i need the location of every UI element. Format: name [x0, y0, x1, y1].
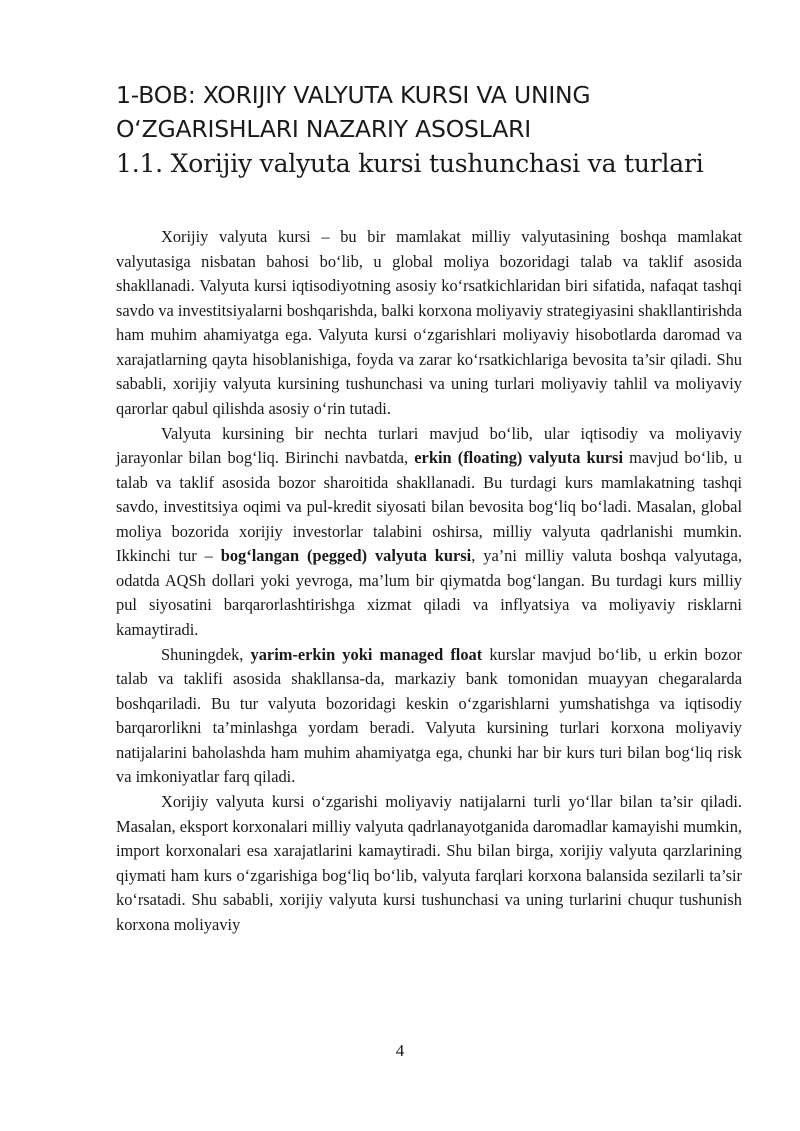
- text-run: Valyuta kursining bir nechta turlari mavjud bo‘lib, ular iqtisodiy va moliyaviy jarayonlar bilan bog‘liq. Birinchi navbatda,: [116, 423, 742, 467]
- text-run: Shuningdek,: [161, 644, 251, 664]
- text-run: mavjud bo‘lib, u talab va taklif asosida bozor sharoitida shakllanadi. Bu turdagi kurs mamlakatning tashqi savdo, investitsiya oqimi va pul-kredit siyosati bilan bevosita bog‘liq bo‘ladi. Masalan, global moliya bozorida xorijiy investorlar talabini oshirsa, milliy valyuta qadrlanishi mumkin. Ikkinchi tur –: [116, 448, 742, 565]
- chapter-title-line-1: 1-BOB: XORIJIY VALYUTA KURSI VA UNING: [116, 81, 591, 109]
- text-run: , ya’ni milliy valuta boshqa valyutaga, odatda AQSh dollari yoki yevroga, ma’lum bir qiymatda bog‘langan. Bu turdagi kurs milliy pul siyosatini barqarorlashtirishga xizmat qiladi va inflyatsiya va moliyaviy risklarni kamaytiradi.: [116, 546, 743, 639]
- page-number: 4: [395, 1041, 405, 1060]
- paragraph: [116, 643, 742, 790]
- chapter-title: [116, 78, 742, 146]
- chapter-title-line-2: O‘ZGARISHLARI NAZARIY ASOSLARI: [116, 115, 531, 143]
- document-page: [116, 78, 742, 938]
- text-run: Xorijiy valyuta kursi o‘zgarishi moliyaviy natijalarni turli yo‘llar bilan ta’sir qiladi. Masalan, eksport korxonalari milliy valyuta qadrlanayotganida daromadlar kamayishi mumkin, import korxonalari esa xarajatlarini kamaytiradi. Shu bilan birga, xorijiy valyuta qarzlarining qiymati ham kurs o‘zgarishiga bog‘liq bo‘lib, valyuta farqlari korxona balansida sezilarli ta’sir ko‘rsatadi. Shu sababli, xorijiy valyuta kursi tushunchasi va uning turlarini chuqur tushunish korxona moliyaviy: [116, 792, 742, 934]
- bold-term: bog‘langan (pegged) valyuta kursi: [220, 546, 472, 565]
- section-title: 1.1. Xorijiy valyuta kursi tushunchasi va turlari: [116, 149, 704, 178]
- bold-term: yarim-erkin yoki managed float: [250, 644, 483, 664]
- text-run: Xorijiy valyuta kursi – bu bir mamlakat milliy valyutasining boshqa mamlakat valyutasiga nisbatan bahosi bo‘lib, u global moliya bozoridagi talab va taklif asosida shakllanadi. Valyuta kursi iqtisodiyotning asosiy ko‘rsatkichlaridan biri sifatida, nafaqat tashqi savdo va investitsiyalarni boshqarishda, balki korxona moliyaviy strategiyasini shakllantirishda ham muhim ahamiyatga ega. Valyuta kursi o‘zgarishlari moliyaviy hisobotlarda daromad va xarajatlarning qayta hisoblanishiga, foyda va zarar ko‘rsatkichlariga bevosita ta’sir qiladi. Shu sababli, xorijiy valyuta kursining tushunchasi va uning turlari moliyaviy tahlil va moliyaviy qarorlar qabul qilishda asosiy o‘rin tutadi.: [116, 227, 742, 418]
- bold-term: erkin (floating) valyuta kursi: [414, 448, 623, 467]
- body-text: [116, 225, 742, 937]
- paragraph: [116, 790, 742, 937]
- paragraph: [116, 225, 742, 421]
- text-run: kurslar mavjud bo‘lib, u erkin bozor talab va taklifi asosida shakllansa-da, markaziy bank tomonidan muayyan chegaralarda boshqariladi. Bu tur valyuta bozoridagi keskin o‘zgarishlarni yumshatishga va iqtisodiy barqarorlikni ta’minlashga yordam beradi. Valyuta kursining turlari korxona moliyaviy natijalarini baholashda ham muhim ahamiyatga ega, chunki har bir kurs turi bilan bog‘liq risk va imkoniyatlar farq qiladi.: [116, 644, 742, 786]
- paragraph: [116, 422, 742, 643]
